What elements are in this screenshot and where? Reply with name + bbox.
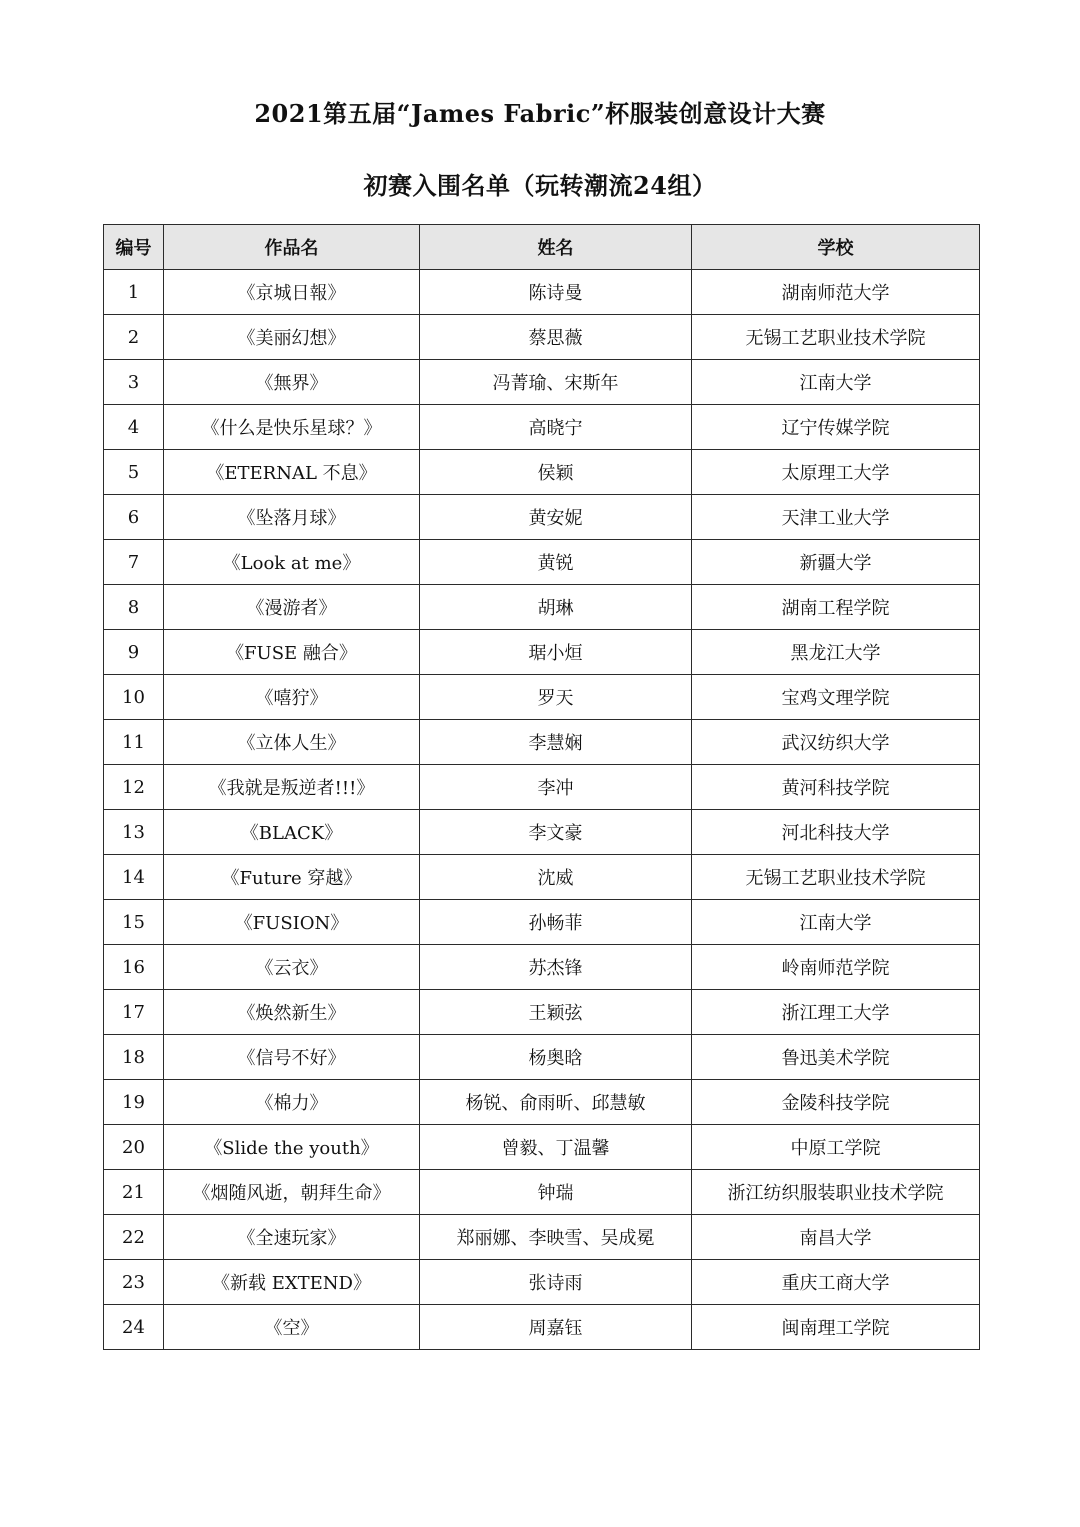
cell-school: 南昌大学 xyxy=(692,1215,980,1260)
cell-number: 22 xyxy=(104,1215,164,1260)
cell-name: 钟瑞 xyxy=(420,1170,692,1215)
cell-name: 杨锐、俞雨昕、邱慧敏 xyxy=(420,1080,692,1125)
table-row xyxy=(104,630,980,675)
cell-number: 3 xyxy=(104,360,164,405)
cell-number: 15 xyxy=(104,900,164,945)
table-row xyxy=(104,945,980,990)
table-row xyxy=(104,270,980,315)
cell-work-title: 《漫游者》 xyxy=(164,585,420,630)
cell-work-title: 《FUSION》 xyxy=(164,900,420,945)
cell-work-title: 《京城日報》 xyxy=(164,270,420,315)
table-row xyxy=(104,810,980,855)
page-subtitle: 初赛入围名单（玩转潮流24组） xyxy=(363,171,717,200)
cell-name: 周嘉钰 xyxy=(420,1305,692,1350)
cell-name: 琚小烜 xyxy=(420,630,692,675)
cell-school: 黑龙江大学 xyxy=(692,630,980,675)
cell-school: 辽宁传媒学院 xyxy=(692,405,980,450)
cell-number: 5 xyxy=(104,450,164,495)
cell-school: 中原工学院 xyxy=(692,1125,980,1170)
cell-name: 胡琳 xyxy=(420,585,692,630)
cell-work-title: 《Future 穿越》 xyxy=(164,855,420,900)
cell-number: 6 xyxy=(104,495,164,540)
cell-school: 湖南师范大学 xyxy=(692,270,980,315)
cell-school: 天津工业大学 xyxy=(692,495,980,540)
cell-school: 宝鸡文理学院 xyxy=(692,675,980,720)
header-work-title: 作品名 xyxy=(164,225,420,270)
cell-work-title: 《FUSE 融合》 xyxy=(164,630,420,675)
cell-name: 李冲 xyxy=(420,765,692,810)
cell-school: 无锡工艺职业技术学院 xyxy=(692,315,980,360)
cell-work-title: 《信号不好》 xyxy=(164,1035,420,1080)
cell-name: 陈诗曼 xyxy=(420,270,692,315)
page-title: 2021第五届“James Fabric”杯服装创意设计大赛 xyxy=(254,99,826,128)
cell-name: 郑丽娜、李映雪、吴成冕 xyxy=(420,1215,692,1260)
table-row xyxy=(104,315,980,360)
cell-school: 湖南工程学院 xyxy=(692,585,980,630)
cell-work-title: 《云衣》 xyxy=(164,945,420,990)
finalist-table xyxy=(103,224,980,1350)
cell-work-title: 《立体人生》 xyxy=(164,720,420,765)
cell-work-title: 《棉力》 xyxy=(164,1080,420,1125)
cell-number: 7 xyxy=(104,540,164,585)
cell-work-title: 《空》 xyxy=(164,1305,420,1350)
cell-name: 王颖弦 xyxy=(420,990,692,1035)
cell-school: 岭南师范学院 xyxy=(692,945,980,990)
cell-number: 18 xyxy=(104,1035,164,1080)
cell-school: 浙江理工大学 xyxy=(692,990,980,1035)
cell-name: 黄锐 xyxy=(420,540,692,585)
cell-number: 24 xyxy=(104,1305,164,1350)
table-row xyxy=(104,1305,980,1350)
cell-work-title: 《無界》 xyxy=(164,360,420,405)
cell-school: 河北科技大学 xyxy=(692,810,980,855)
cell-school: 金陵科技学院 xyxy=(692,1080,980,1125)
cell-number: 21 xyxy=(104,1170,164,1215)
table-row xyxy=(104,675,980,720)
cell-name: 黄安妮 xyxy=(420,495,692,540)
cell-number: 10 xyxy=(104,675,164,720)
cell-school: 武汉纺织大学 xyxy=(692,720,980,765)
cell-number: 1 xyxy=(104,270,164,315)
header-name: 姓名 xyxy=(420,225,692,270)
cell-work-title: 《全速玩家》 xyxy=(164,1215,420,1260)
table-row xyxy=(104,1035,980,1080)
cell-number: 19 xyxy=(104,1080,164,1125)
cell-school: 无锡工艺职业技术学院 xyxy=(692,855,980,900)
cell-school: 江南大学 xyxy=(692,900,980,945)
cell-number: 12 xyxy=(104,765,164,810)
cell-name: 李慧娴 xyxy=(420,720,692,765)
cell-school: 太原理工大学 xyxy=(692,450,980,495)
table-row xyxy=(104,1125,980,1170)
table-row xyxy=(104,1260,980,1305)
cell-name: 蔡思薇 xyxy=(420,315,692,360)
cell-work-title: 《什么是快乐星球？》 xyxy=(164,405,420,450)
cell-number: 11 xyxy=(104,720,164,765)
cell-school: 闽南理工学院 xyxy=(692,1305,980,1350)
cell-name: 李文豪 xyxy=(420,810,692,855)
table-row xyxy=(104,1080,980,1125)
cell-number: 20 xyxy=(104,1125,164,1170)
cell-number: 2 xyxy=(104,315,164,360)
table-body xyxy=(104,270,980,1350)
cell-name: 张诗雨 xyxy=(420,1260,692,1305)
cell-name: 杨奥晗 xyxy=(420,1035,692,1080)
cell-number: 17 xyxy=(104,990,164,1035)
table-row xyxy=(104,900,980,945)
table-row xyxy=(104,540,980,585)
cell-number: 4 xyxy=(104,405,164,450)
cell-work-title: 《焕然新生》 xyxy=(164,990,420,1035)
cell-work-title: 《嘻狞》 xyxy=(164,675,420,720)
cell-name: 冯菁瑜、宋斯年 xyxy=(420,360,692,405)
table-header-row xyxy=(104,225,980,270)
table-row xyxy=(104,495,980,540)
cell-number: 23 xyxy=(104,1260,164,1305)
table-row xyxy=(104,720,980,765)
cell-work-title: 《ETERNAL 不息》 xyxy=(164,450,420,495)
cell-school: 浙江纺织服装职业技术学院 xyxy=(692,1170,980,1215)
cell-work-title: 《坠落月球》 xyxy=(164,495,420,540)
header-school: 学校 xyxy=(692,225,980,270)
table-row xyxy=(104,855,980,900)
cell-name: 高晓宁 xyxy=(420,405,692,450)
cell-number: 16 xyxy=(104,945,164,990)
cell-school: 新疆大学 xyxy=(692,540,980,585)
table-row xyxy=(104,1170,980,1215)
table-row xyxy=(104,1215,980,1260)
cell-name: 曾毅、丁温馨 xyxy=(420,1125,692,1170)
table-row xyxy=(104,405,980,450)
cell-work-title: 《烟随风逝，朝拜生命》 xyxy=(164,1170,420,1215)
cell-name: 苏杰锋 xyxy=(420,945,692,990)
header-number: 编号 xyxy=(104,225,164,270)
cell-school: 鲁迅美术学院 xyxy=(692,1035,980,1080)
cell-school: 江南大学 xyxy=(692,360,980,405)
cell-work-title: 《Look at me》 xyxy=(164,540,420,585)
cell-work-title: 《Slide the youth》 xyxy=(164,1125,420,1170)
table-row xyxy=(104,360,980,405)
cell-name: 沈威 xyxy=(420,855,692,900)
table-row xyxy=(104,450,980,495)
cell-name: 孙畅菲 xyxy=(420,900,692,945)
table-row xyxy=(104,990,980,1035)
cell-school: 重庆工商大学 xyxy=(692,1260,980,1305)
cell-number: 13 xyxy=(104,810,164,855)
table-row xyxy=(104,585,980,630)
cell-work-title: 《新载 EXTEND》 xyxy=(164,1260,420,1305)
cell-school: 黄河科技学院 xyxy=(692,765,980,810)
cell-name: 侯颖 xyxy=(420,450,692,495)
cell-number: 9 xyxy=(104,630,164,675)
cell-number: 8 xyxy=(104,585,164,630)
cell-work-title: 《我就是叛逆者!!!》 xyxy=(164,765,420,810)
table-row xyxy=(104,765,980,810)
cell-work-title: 《美丽幻想》 xyxy=(164,315,420,360)
cell-number: 14 xyxy=(104,855,164,900)
cell-work-title: 《BLACK》 xyxy=(164,810,420,855)
cell-name: 罗天 xyxy=(420,675,692,720)
